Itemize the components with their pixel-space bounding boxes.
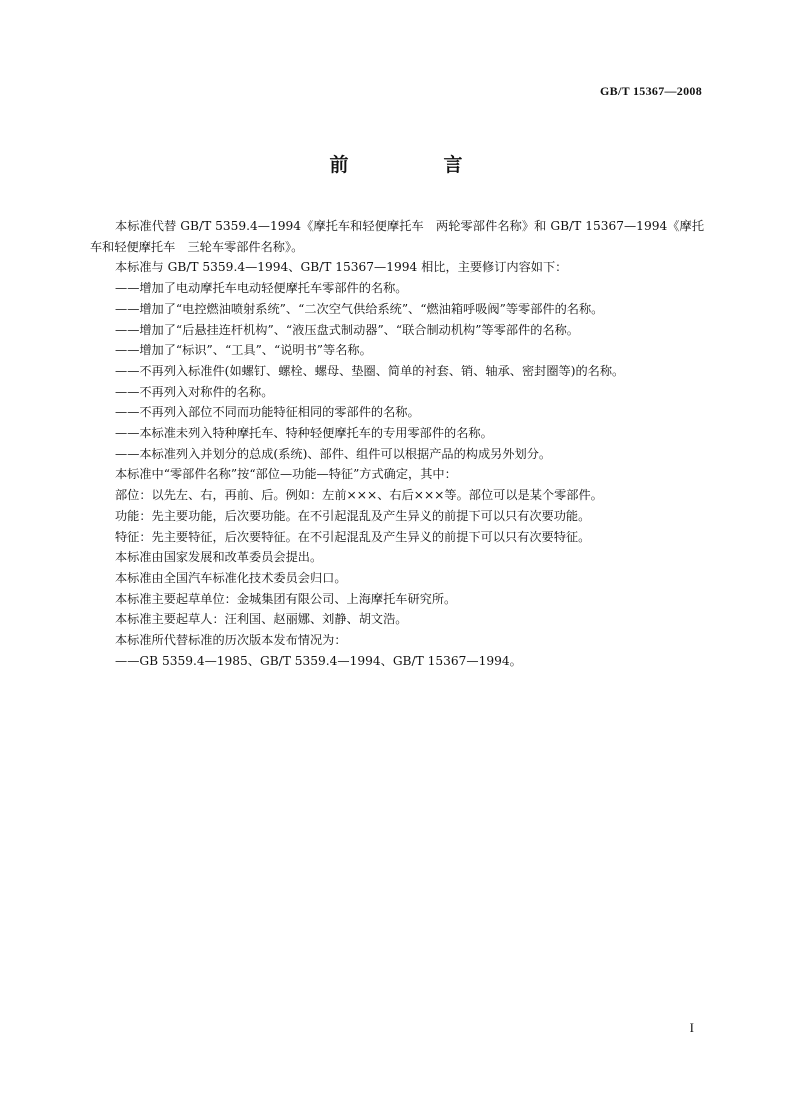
- paragraph-replaces: 本标准代替 GB/T 5359.4—1994《摩托车和轻便摩托车 两轮零部件名称》和 GB/T 15367—1994《摩托车和轻便摩托车 三轮车零部件名称》。: [90, 219, 704, 254]
- paragraph-drafters: 本标准主要起草人：汪利国、赵丽娜、刘静、胡文浩。: [115, 612, 408, 627]
- paragraph-technical-committee: 本标准由全国汽车标准化技术委员会归口。: [115, 570, 347, 585]
- change-item: ——不再列入部位不同而功能特征相同的零部件的名称。: [115, 405, 420, 420]
- change-item: ——不再列入对称件的名称。: [115, 384, 274, 399]
- paragraph-drafting-units: 本标准主要起草单位：金城集团有限公司、上海摩托车研究所。: [115, 591, 457, 606]
- paragraph-history-versions: ——GB 5359.4—1985、GB/T 5359.4—1994、GB/T 15367—1994。: [115, 653, 522, 668]
- standard-code: GB/T 15367—2008: [600, 84, 702, 98]
- paragraph-comparison-intro: 本标准与 GB/T 5359.4—1994、GB/T 15367—1994 相比，主要修订内容如下：: [115, 260, 568, 275]
- change-item: ——增加了电动摩托车电动轻便摩托车零部件的名称。: [115, 281, 408, 296]
- paragraph-position-rule: 部位：以先左、右，再前、后。例如：左前×××、右后×××等。部位可以是某个零部件。: [115, 488, 603, 503]
- paragraph-function-rule: 功能：先主要功能，后次要功能。在不引起混乱及产生异义的前提下可以只有次要功能。: [115, 508, 591, 523]
- change-item: ——增加了“标识”、“工具”、“说明书”等名称。: [115, 343, 372, 358]
- paragraph-proposer: 本标准由国家发展和改革委员会提出。: [115, 550, 323, 565]
- change-item: ——增加了“电控燃油喷射系统”、“二次空气供给系统”、“燃油箱呼吸阀”等零部件的名称。: [115, 301, 604, 316]
- paragraph-history-intro: 本标准所代替标准的历次版本发布情况为：: [115, 633, 347, 648]
- change-item: ——本标准未列入特种摩托车、特种轻便摩托车的专用零部件的名称。: [115, 426, 493, 441]
- page-title: 前 言: [329, 154, 501, 176]
- foreword-body: [90, 216, 704, 671]
- change-item: ——本标准列入并划分的总成(系统)、部件、组件可以根据产品的构成另外划分。: [115, 446, 552, 461]
- change-item: ——不再列入标准件(如螺钉、螺栓、螺母、垫圈、简单的衬套、销、轴承、密封圈等)的名称。: [115, 363, 625, 378]
- paragraph-feature-rule: 特征：先主要特征，后次要特征。在不引起混乱及产生异义的前提下可以只有次要特征。: [115, 529, 591, 544]
- page-number: I: [689, 1020, 694, 1035]
- change-item: ——增加了“后悬挂连杆机构”、“液压盘式制动器”、“联合制动机构”等零部件的名称。: [115, 322, 579, 337]
- paragraph-naming-rule: 本标准中“零部件名称”按“部位—功能—特征”方式确定，其中：: [115, 467, 457, 482]
